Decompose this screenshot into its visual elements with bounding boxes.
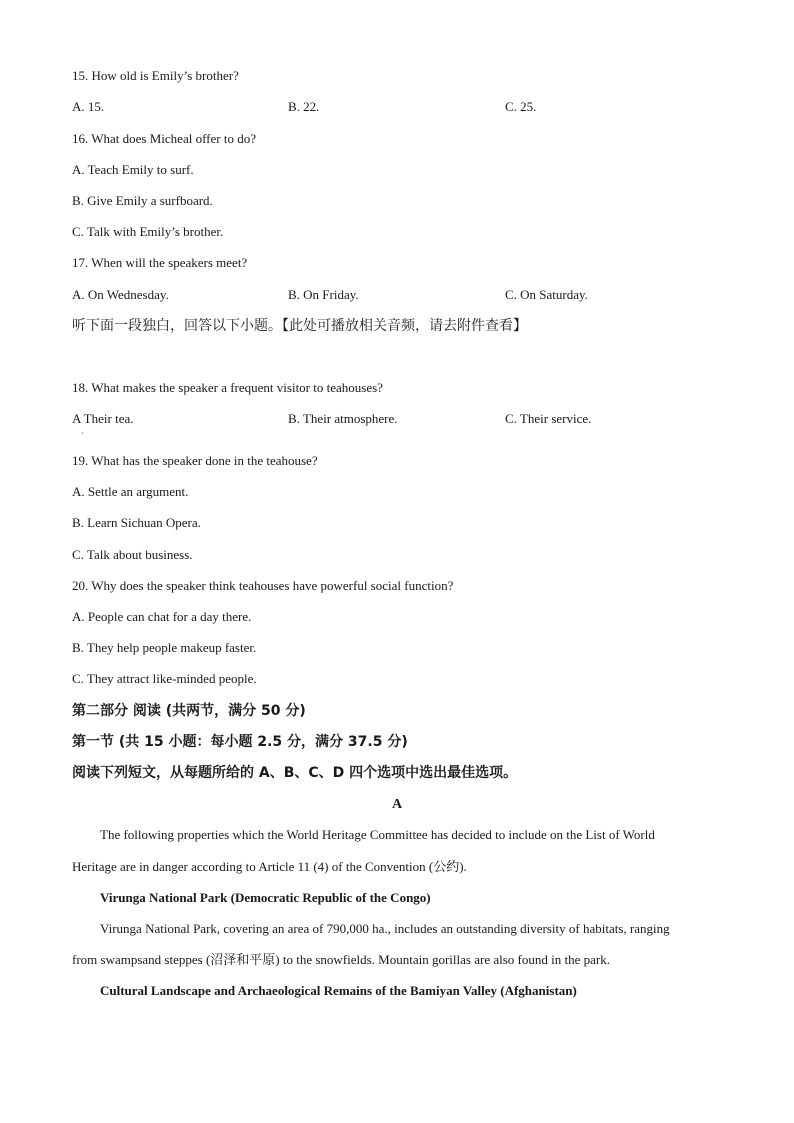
stray-dot: · bbox=[81, 429, 84, 438]
question-18-options bbox=[72, 411, 732, 427]
question-19-option-b: B. Learn Sichuan Opera. bbox=[72, 515, 201, 530]
site-one-line-1: Virunga National Park, covering an area of 790,000 ha., includes an outstanding diversity of habitats, ranging bbox=[100, 921, 670, 936]
question-15: 15. How old is Emily’s brother? bbox=[72, 68, 239, 83]
option-b: B. On Friday. bbox=[288, 287, 359, 302]
question-16-option-a: A. Teach Emily to surf. bbox=[72, 162, 194, 177]
reading-instruction: 阅读下列短文，从每题所给的 A、B、C、D 四个选项中选出最佳选项。 bbox=[72, 765, 518, 781]
question-17-options bbox=[72, 287, 732, 303]
option-a: A. 15. bbox=[72, 99, 105, 114]
monologue-instruction: 听下面一段独白，回答以下小题。【此处可播放相关音频，请去附件查看】 bbox=[72, 318, 527, 334]
part-two-heading: 第二部分 阅读 (共两节，满分 50 分) bbox=[72, 703, 306, 719]
question-20-option-b: B. They help people makeup faster. bbox=[72, 640, 257, 655]
option-b: B. 22. bbox=[288, 99, 320, 114]
question-19-option-a: A. Settle an argument. bbox=[72, 484, 189, 499]
option-a: A. On Wednesday. bbox=[72, 287, 169, 302]
question-20: 20. Why does the speaker think teahouses have powerful social function? bbox=[72, 578, 454, 593]
option-c: C. Their service. bbox=[505, 411, 592, 426]
question-19: 19. What has the speaker done in the teahouse? bbox=[72, 453, 318, 468]
question-16-option-b: B. Give Emily a surfboard. bbox=[72, 193, 213, 208]
passage-intro-line-2: Heritage are in danger according to Article 11 (4) of the Convention (公约). bbox=[72, 859, 467, 874]
option-c: C. On Saturday. bbox=[505, 287, 588, 302]
question-20-option-a: A. People can chat for a day there. bbox=[72, 609, 252, 624]
option-b: B. Their atmosphere. bbox=[288, 411, 398, 426]
question-17: 17. When will the speakers meet? bbox=[72, 255, 248, 270]
site-one-title: Virunga National Park (Democratic Republic of the Congo) bbox=[100, 890, 431, 905]
section-one-heading: 第一节 (共 15 小题：每小题 2.5 分，满分 37.5 分) bbox=[72, 734, 408, 750]
passage-intro-line-1: The following properties which the World Heritage Committee has decided to include on the List of World bbox=[100, 827, 655, 842]
option-c: C. 25. bbox=[505, 99, 537, 114]
question-16-option-c: C. Talk with Emily’s brother. bbox=[72, 224, 224, 239]
question-15-options bbox=[72, 99, 732, 115]
site-two-title: Cultural Landscape and Archaeological Remains of the Bamiyan Valley (Afghanistan) bbox=[100, 983, 577, 998]
passage-label: A bbox=[391, 797, 403, 812]
question-20-option-c: C. They attract like-minded people. bbox=[72, 671, 257, 686]
question-16: 16. What does Micheal offer to do? bbox=[72, 131, 256, 146]
question-18: 18. What makes the speaker a frequent visitor to teahouses? bbox=[72, 380, 383, 395]
site-one-line-2: from swampsand steppes (沼泽和平原) to the snowfields. Mountain gorillas are also found in the park. bbox=[72, 952, 610, 967]
option-a: A Their tea. bbox=[72, 411, 134, 426]
question-19-option-c: C. Talk about business. bbox=[72, 547, 193, 562]
